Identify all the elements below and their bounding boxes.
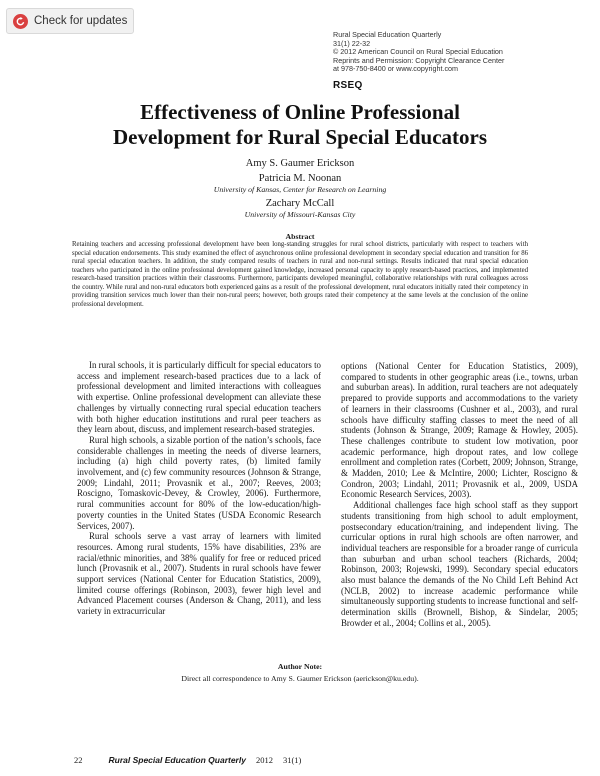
footer-year: 2012 bbox=[255, 755, 273, 765]
body-paragraph: Additional challenges face high school staff as they support students transitioning from high school to adult employment, postsecondary education/training, and independent living. The curricular options in rural high schools are often narrower, and individual teachers are responsible for a broader range of curricula than suburban and urban school teachers (Richards, 2004; Robinson, 2003; Rojewski, 1999). Secondary special educators also must balance the demands of the No Child Left Behind Act (NCLB, 2002) to increase academic performance while simultaneously supporting students to increase functional and self-determination skills (Brownell, Bishop, & Sindelar, 2005; Browder et al., 2004; Collins et al., 2005). bbox=[341, 500, 578, 628]
journal-name: Rural Special Education Quarterly bbox=[333, 30, 442, 39]
check-for-updates-label: Check for updates bbox=[34, 15, 128, 27]
author-name: Patricia M. Noonan bbox=[258, 173, 342, 184]
title-line-1: Effectiveness of Online Professional bbox=[140, 100, 460, 124]
journal-logo: RSEQ bbox=[333, 80, 363, 91]
author-note: Direct all correspondence to Amy S. Gaumer Erickson (aerickson@ku.edu). bbox=[181, 674, 419, 683]
abstract-text: Retaining teachers and accessing professional development have been long-standing struggles for rural school districts, particularly with respect to teachers with special education endorsements. This study examined the effect of asynchronous online professional development in secondary special education and transition for 86 rural special education teachers. In addition, the study compared results of teachers in rural and non-rural settings. Results indicated that rural special education teachers who participated in the online professional development gained knowledge, increased personal capacity to apply research-based practices, and implemented research-based transition practices within their classrooms. Furthermore, participants developed meaningful, collaborative relationships with rural colleagues across the country. While rural and non-rural educators both experienced gains as a result of the professional development, rural educators initially rated their competency in providing transition services much lower than their non-rural peers; however, both groups rated their competency at the same levels at the conclusion of the online professional development. bbox=[72, 241, 528, 308]
body-paragraph: Rural schools serve a vast array of learners with limited resources. Among rural students, 15% have disabilities, 23% are racial/ethnic minorities, and 38% qualify for free or reduced priced lunch (Provasnik et al., 2007). Students in rural schools have fewer support services (National Center for Education Statistics, 2009), limited course offerings (Robinson, 2003), fewer high level and Advanced Placement courses (Anderson & Chang, 2011), and less variety in extracurricular bbox=[77, 531, 321, 617]
page-footer bbox=[74, 755, 301, 765]
copyright-line: © 2012 American Council on Rural Special Education bbox=[333, 47, 503, 57]
body-column-left bbox=[77, 360, 321, 617]
abstract-heading: Abstract bbox=[285, 232, 315, 241]
page-number: 22 bbox=[74, 755, 83, 765]
body-paragraph: In rural schools, it is particularly difficult for special educators to access and implement research-based practices due to a lack of professional development and limited interactions with colleagues with expertise. Online professional development can alleviate these challenges by virtually connecting rural special education teachers with both higher education institutions and rural peer teachers as they learn about, discuss, and implement research-based strategies. bbox=[77, 360, 321, 435]
footer-journal-name: Rural Special Education Quarterly bbox=[108, 755, 246, 765]
author-note-heading: Author Note: bbox=[277, 662, 323, 671]
author-name: Amy S. Gaumer Erickson bbox=[245, 158, 355, 169]
journal-info bbox=[333, 31, 593, 74]
footer-issue: 31(1) bbox=[282, 755, 302, 765]
body-paragraph: options (National Center for Education Statistics, 2009), compared to students in other geographic areas (i.e., towns, urban and suburban areas). In addition, rural teachers are not adequately prepared to provide supports and accommodations to the variety of learners in their classrooms (Cushner et al., 2003), and rural schools have difficulty staffing classes to meet the need of all students (Johnson & Strange, 2009; Ramage & Howley, 2005). These challenges contribute to student low motivation, poor academic performance, high dropout rates, and low college enrollment and completion rates (Corbett, 2009; Johnson, Strange, & Madden, 2010; Lee & McIntire, 2000; Lichter, Roscigno & Condron, 2003; Lindahl, 2011; Provasnik et al., 2009, USDA Economic Research Services, 2003). bbox=[341, 361, 578, 500]
contact-line: at 978-750-8400 or www.copyright.com bbox=[333, 64, 459, 74]
journal-volume: 31(1) 22-32 bbox=[333, 38, 371, 48]
reprints-line: Reprints and Permission: Copyright Clearance Center bbox=[333, 55, 505, 65]
author-affiliation: University of Missouri-Kansas City bbox=[244, 210, 356, 219]
article-title bbox=[20, 100, 580, 150]
author-list bbox=[20, 155, 580, 220]
check-for-updates-button[interactable] bbox=[6, 8, 134, 34]
author-name: Zachary McCall bbox=[265, 198, 335, 209]
body-column-right bbox=[341, 361, 578, 629]
author-affiliation: University of Kansas, Center for Research on Learning bbox=[213, 185, 387, 194]
title-line-2: Development for Rural Special Educators bbox=[112, 125, 488, 149]
body-paragraph: Rural high schools, a sizable portion of the nation’s schools, face considerable challenges in meeting the needs of diverse learners, including (a) high child poverty rates, (b) limited family involvement, and (c) few community resources (Johnson & Strange, 2009; Lindahl, 2011; Provasnik et al., 2007; Reeves, 2003; Roscigno, Tomaskovic-Devey, & Crowley, 2006). Furthermore, rural communities account for 80% of the low-education/high-poverty counties in the United States (USDA Economic Research Services, 2007). bbox=[77, 434, 321, 531]
refresh-icon bbox=[13, 14, 28, 29]
